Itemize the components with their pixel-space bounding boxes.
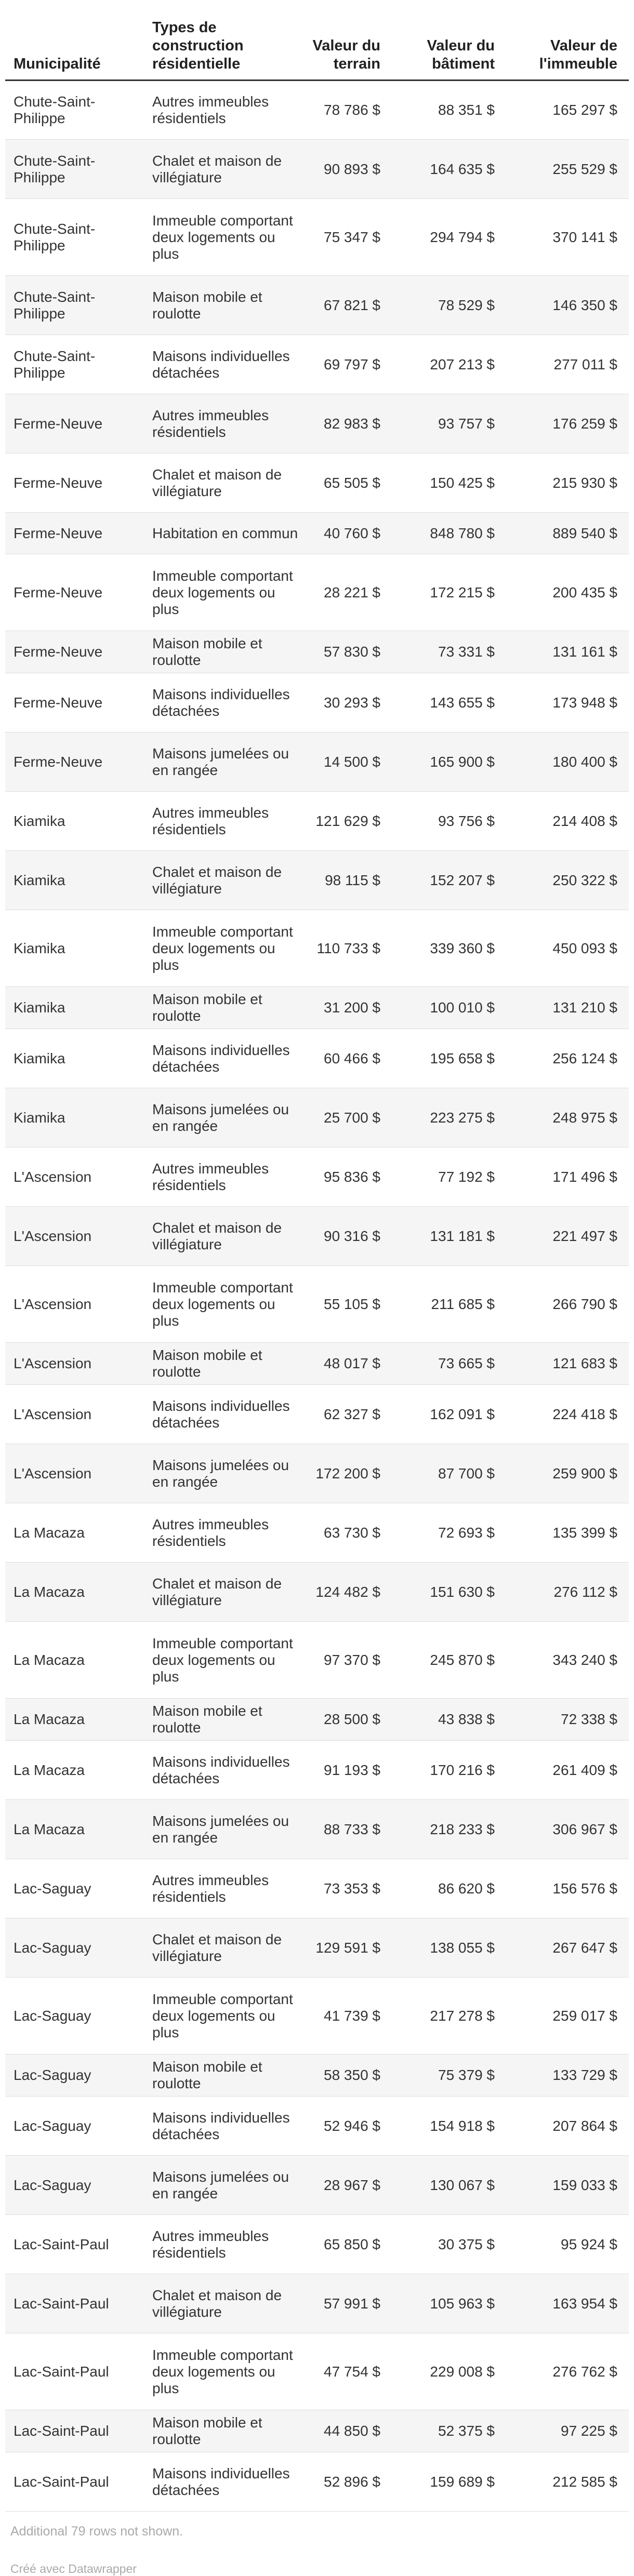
header-municipalite[interactable]: Municipalité — [5, 0, 148, 81]
cell-type-construction: Chalet et maison de villégiature — [148, 1207, 307, 1266]
cell-valeur-immeuble: 180 400 $ — [499, 732, 629, 792]
cell-valeur-batiment: 150 425 $ — [385, 453, 499, 513]
cell-type-construction: Maisons jumelées ou en rangée — [148, 2156, 307, 2215]
table-row — [5, 335, 629, 394]
cell-valeur-batiment: 172 215 $ — [385, 554, 499, 631]
cell-valeur-batiment: 73 331 $ — [385, 631, 499, 673]
cell-type-construction: Immeuble comportant deux logements ou plus — [148, 1978, 307, 2054]
cell-municipalite: L'Ascension — [5, 1207, 148, 1266]
cell-valeur-terrain: 88 733 $ — [307, 1800, 385, 1859]
table-row — [5, 2410, 629, 2452]
cell-valeur-immeuble: 224 418 $ — [499, 1385, 629, 1444]
table-row — [5, 276, 629, 335]
cell-valeur-terrain: 28 221 $ — [307, 554, 385, 631]
cell-type-construction: Immeuble comportant deux logements ou plus — [148, 1622, 307, 1699]
cell-municipalite: L'Ascension — [5, 1385, 148, 1444]
cell-type-construction: Maison mobile et roulotte — [148, 987, 307, 1029]
cell-valeur-immeuble: 133 729 $ — [499, 2054, 629, 2097]
cell-municipalite: Ferme-Neuve — [5, 394, 148, 453]
table-row — [5, 2054, 629, 2097]
cell-valeur-immeuble: 370 141 $ — [499, 199, 629, 276]
cell-valeur-terrain: 57 830 $ — [307, 631, 385, 673]
cell-valeur-batiment: 105 963 $ — [385, 2274, 499, 2333]
cell-municipalite: Lac-Saguay — [5, 2054, 148, 2097]
cell-municipalite: Ferme-Neuve — [5, 554, 148, 631]
cell-valeur-batiment: 207 213 $ — [385, 335, 499, 394]
cell-valeur-terrain: 62 327 $ — [307, 1385, 385, 1444]
table-row — [5, 1503, 629, 1563]
cell-valeur-batiment: 130 067 $ — [385, 2156, 499, 2215]
cell-valeur-terrain: 98 115 $ — [307, 851, 385, 910]
table-row — [5, 1859, 629, 1918]
cell-valeur-batiment: 170 216 $ — [385, 1741, 499, 1800]
cell-valeur-immeuble: 159 033 $ — [499, 2156, 629, 2215]
cell-valeur-batiment: 152 207 $ — [385, 851, 499, 910]
cell-valeur-immeuble: 165 297 $ — [499, 81, 629, 140]
cell-valeur-batiment: 229 008 $ — [385, 2333, 499, 2410]
cell-valeur-terrain: 52 946 $ — [307, 2097, 385, 2156]
cell-type-construction: Habitation en commun — [148, 513, 307, 554]
cell-valeur-immeuble: 131 210 $ — [499, 987, 629, 1029]
cell-municipalite: Chute-Saint-Philippe — [5, 140, 148, 199]
cell-valeur-immeuble: 212 585 $ — [499, 2452, 629, 2512]
cell-valeur-immeuble: 256 124 $ — [499, 1029, 629, 1088]
cell-type-construction: Maisons individuelles détachées — [148, 1385, 307, 1444]
table-row — [5, 1978, 629, 2054]
cell-valeur-terrain: 48 017 $ — [307, 1343, 385, 1385]
cell-valeur-batiment: 93 756 $ — [385, 792, 499, 851]
cell-valeur-batiment: 87 700 $ — [385, 1444, 499, 1503]
cell-valeur-terrain: 110 733 $ — [307, 910, 385, 987]
cell-valeur-immeuble: 97 225 $ — [499, 2410, 629, 2452]
cell-valeur-batiment: 223 275 $ — [385, 1088, 499, 1147]
cell-valeur-terrain: 90 316 $ — [307, 1207, 385, 1266]
cell-valeur-batiment: 195 658 $ — [385, 1029, 499, 1088]
datawrapper-credit[interactable]: Créé avec Datawrapper — [10, 2562, 137, 2575]
cell-valeur-immeuble: 343 240 $ — [499, 1622, 629, 1699]
rows-not-shown-note: Additional 79 rows not shown. — [10, 2524, 183, 2539]
cell-valeur-terrain: 121 629 $ — [307, 792, 385, 851]
table-row — [5, 1918, 629, 1978]
table-row — [5, 792, 629, 851]
cell-type-construction: Maison mobile et roulotte — [148, 2410, 307, 2452]
cell-valeur-immeuble: 250 322 $ — [499, 851, 629, 910]
table-row — [5, 2097, 629, 2156]
cell-valeur-batiment: 218 233 $ — [385, 1800, 499, 1859]
cell-valeur-batiment: 43 838 $ — [385, 1699, 499, 1741]
cell-municipalite: Lac-Saint-Paul — [5, 2333, 148, 2410]
table-row — [5, 513, 629, 554]
cell-valeur-immeuble: 276 762 $ — [499, 2333, 629, 2410]
cell-valeur-terrain: 25 700 $ — [307, 1088, 385, 1147]
cell-valeur-terrain: 129 591 $ — [307, 1918, 385, 1978]
cell-valeur-terrain: 82 983 $ — [307, 394, 385, 453]
table-row — [5, 2333, 629, 2410]
cell-valeur-immeuble: 173 948 $ — [499, 673, 629, 732]
cell-valeur-batiment: 93 757 $ — [385, 394, 499, 453]
cell-type-construction: Autres immeubles résidentiels — [148, 792, 307, 851]
cell-municipalite: L'Ascension — [5, 1266, 148, 1343]
header-valeur-terrain[interactable]: Valeur du terrain — [307, 0, 385, 81]
table-row — [5, 1029, 629, 1088]
cell-valeur-terrain: 28 500 $ — [307, 1699, 385, 1741]
cell-valeur-terrain: 30 293 $ — [307, 673, 385, 732]
header-type-construction[interactable]: Types de construction résidentielle — [148, 0, 307, 81]
cell-valeur-immeuble: 276 112 $ — [499, 1563, 629, 1622]
cell-valeur-batiment: 245 870 $ — [385, 1622, 499, 1699]
cell-valeur-batiment: 154 918 $ — [385, 2097, 499, 2156]
cell-municipalite: Lac-Saguay — [5, 2156, 148, 2215]
cell-municipalite: Chute-Saint-Philippe — [5, 276, 148, 335]
cell-valeur-immeuble: 267 647 $ — [499, 1918, 629, 1978]
cell-type-construction: Autres immeubles résidentiels — [148, 2215, 307, 2274]
table-row — [5, 673, 629, 732]
cell-valeur-batiment: 165 900 $ — [385, 732, 499, 792]
cell-type-construction: Maisons individuelles détachées — [148, 335, 307, 394]
cell-valeur-immeuble: 95 924 $ — [499, 2215, 629, 2274]
table-row — [5, 81, 629, 140]
cell-type-construction: Maisons individuelles détachées — [148, 1029, 307, 1088]
cell-type-construction: Maison mobile et roulotte — [148, 1343, 307, 1385]
cell-municipalite: Lac-Saguay — [5, 1978, 148, 2054]
cell-valeur-terrain: 124 482 $ — [307, 1563, 385, 1622]
table-row — [5, 2215, 629, 2274]
cell-valeur-batiment: 131 181 $ — [385, 1207, 499, 1266]
cell-municipalite: La Macaza — [5, 1699, 148, 1741]
table-row — [5, 1699, 629, 1741]
cell-type-construction: Immeuble comportant deux logements ou plus — [148, 910, 307, 987]
cell-type-construction: Immeuble comportant deux logements ou plus — [148, 554, 307, 631]
header-valeur-immeuble[interactable]: Valeur de l'immeuble — [499, 0, 629, 81]
cell-valeur-immeuble: 171 496 $ — [499, 1147, 629, 1207]
table-row — [5, 199, 629, 276]
table-row — [5, 394, 629, 453]
cell-valeur-batiment: 78 529 $ — [385, 276, 499, 335]
table-row — [5, 1385, 629, 1444]
cell-valeur-terrain: 40 760 $ — [307, 513, 385, 554]
cell-valeur-immeuble: 255 529 $ — [499, 140, 629, 199]
table-row — [5, 1266, 629, 1343]
cell-valeur-immeuble: 121 683 $ — [499, 1343, 629, 1385]
cell-valeur-terrain: 65 505 $ — [307, 453, 385, 513]
cell-valeur-immeuble: 207 864 $ — [499, 2097, 629, 2156]
table-row — [5, 1147, 629, 1207]
table-row — [5, 1207, 629, 1266]
table-row — [5, 1088, 629, 1147]
cell-type-construction: Maisons individuelles détachées — [148, 1741, 307, 1800]
cell-municipalite: La Macaza — [5, 1563, 148, 1622]
cell-valeur-batiment: 86 620 $ — [385, 1859, 499, 1918]
cell-municipalite: Lac-Saint-Paul — [5, 2452, 148, 2512]
table-row — [5, 1622, 629, 1699]
cell-valeur-batiment: 143 655 $ — [385, 673, 499, 732]
cell-valeur-terrain: 97 370 $ — [307, 1622, 385, 1699]
cell-type-construction: Autres immeubles résidentiels — [148, 1859, 307, 1918]
cell-valeur-batiment: 30 375 $ — [385, 2215, 499, 2274]
cell-type-construction: Maisons individuelles détachées — [148, 673, 307, 732]
cell-type-construction: Immeuble comportant deux logements ou plus — [148, 1266, 307, 1343]
cell-type-construction: Maison mobile et roulotte — [148, 2054, 307, 2097]
cell-valeur-batiment: 848 780 $ — [385, 513, 499, 554]
cell-valeur-terrain: 14 500 $ — [307, 732, 385, 792]
cell-municipalite: La Macaza — [5, 1622, 148, 1699]
cell-municipalite: Kiamika — [5, 1088, 148, 1147]
cell-valeur-batiment: 162 091 $ — [385, 1385, 499, 1444]
cell-municipalite: Ferme-Neuve — [5, 732, 148, 792]
cell-valeur-immeuble: 156 576 $ — [499, 1859, 629, 1918]
cell-valeur-terrain: 47 754 $ — [307, 2333, 385, 2410]
cell-municipalite: Chute-Saint-Philippe — [5, 199, 148, 276]
cell-municipalite: Ferme-Neuve — [5, 453, 148, 513]
cell-valeur-immeuble: 889 540 $ — [499, 513, 629, 554]
table-row — [5, 554, 629, 631]
cell-valeur-immeuble: 248 975 $ — [499, 1088, 629, 1147]
cell-valeur-terrain: 28 967 $ — [307, 2156, 385, 2215]
cell-municipalite: Kiamika — [5, 1029, 148, 1088]
cell-valeur-immeuble: 450 093 $ — [499, 910, 629, 987]
table-row — [5, 1343, 629, 1385]
cell-valeur-batiment: 100 010 $ — [385, 987, 499, 1029]
table-row — [5, 732, 629, 792]
cell-valeur-batiment: 72 693 $ — [385, 1503, 499, 1563]
cell-valeur-terrain: 73 353 $ — [307, 1859, 385, 1918]
cell-valeur-batiment: 88 351 $ — [385, 81, 499, 140]
cell-valeur-batiment: 52 375 $ — [385, 2410, 499, 2452]
cell-valeur-terrain: 60 466 $ — [307, 1029, 385, 1088]
cell-type-construction: Maison mobile et roulotte — [148, 1699, 307, 1741]
cell-valeur-terrain: 55 105 $ — [307, 1266, 385, 1343]
cell-municipalite: Kiamika — [5, 910, 148, 987]
cell-type-construction: Maisons individuelles détachées — [148, 2452, 307, 2512]
table-row — [5, 1563, 629, 1622]
cell-valeur-terrain: 63 730 $ — [307, 1503, 385, 1563]
table-row — [5, 453, 629, 513]
cell-type-construction: Maisons jumelées ou en rangée — [148, 1444, 307, 1503]
cell-valeur-immeuble: 135 399 $ — [499, 1503, 629, 1563]
cell-municipalite: Lac-Saint-Paul — [5, 2410, 148, 2452]
cell-type-construction: Immeuble comportant deux logements ou plus — [148, 2333, 307, 2410]
cell-valeur-immeuble: 266 790 $ — [499, 1266, 629, 1343]
table-row — [5, 851, 629, 910]
cell-valeur-terrain: 78 786 $ — [307, 81, 385, 140]
table-header — [5, 0, 629, 81]
cell-valeur-terrain: 41 739 $ — [307, 1978, 385, 2054]
cell-valeur-batiment: 294 794 $ — [385, 199, 499, 276]
table-row — [5, 1800, 629, 1859]
cell-type-construction: Maisons jumelées ou en rangée — [148, 732, 307, 792]
cell-valeur-immeuble: 259 900 $ — [499, 1444, 629, 1503]
cell-municipalite: Kiamika — [5, 792, 148, 851]
cell-valeur-terrain: 75 347 $ — [307, 199, 385, 276]
cell-type-construction: Chalet et maison de villégiature — [148, 1563, 307, 1622]
cell-type-construction: Autres immeubles résidentiels — [148, 1503, 307, 1563]
cell-type-construction: Chalet et maison de villégiature — [148, 140, 307, 199]
cell-valeur-immeuble: 306 967 $ — [499, 1800, 629, 1859]
cell-valeur-immeuble: 261 409 $ — [499, 1741, 629, 1800]
cell-municipalite: La Macaza — [5, 1503, 148, 1563]
cell-municipalite: L'Ascension — [5, 1343, 148, 1385]
cell-type-construction: Immeuble comportant deux logements ou plus — [148, 199, 307, 276]
cell-type-construction: Autres immeubles résidentiels — [148, 81, 307, 140]
data-table — [5, 0, 629, 2512]
header-valeur-batiment[interactable]: Valeur du bâtiment — [385, 0, 499, 81]
cell-municipalite: Ferme-Neuve — [5, 513, 148, 554]
cell-municipalite: Lac-Saguay — [5, 2097, 148, 2156]
cell-valeur-terrain: 52 896 $ — [307, 2452, 385, 2512]
table-row — [5, 1444, 629, 1503]
cell-valeur-terrain: 44 850 $ — [307, 2410, 385, 2452]
cell-municipalite: Ferme-Neuve — [5, 673, 148, 732]
cell-valeur-immeuble: 72 338 $ — [499, 1699, 629, 1741]
cell-valeur-terrain: 58 350 $ — [307, 2054, 385, 2097]
cell-municipalite: La Macaza — [5, 1800, 148, 1859]
cell-valeur-batiment: 151 630 $ — [385, 1563, 499, 1622]
cell-type-construction: Maisons individuelles détachées — [148, 2097, 307, 2156]
cell-municipalite: Kiamika — [5, 987, 148, 1029]
cell-valeur-terrain: 91 193 $ — [307, 1741, 385, 1800]
cell-valeur-immeuble: 131 161 $ — [499, 631, 629, 673]
table-row — [5, 910, 629, 987]
table-row — [5, 2274, 629, 2333]
cell-valeur-terrain: 67 821 $ — [307, 276, 385, 335]
table-row — [5, 2156, 629, 2215]
cell-type-construction: Maison mobile et roulotte — [148, 276, 307, 335]
cell-valeur-terrain: 95 836 $ — [307, 1147, 385, 1207]
cell-valeur-immeuble: 146 350 $ — [499, 276, 629, 335]
cell-municipalite: Lac-Saguay — [5, 1859, 148, 1918]
cell-valeur-immeuble: 176 259 $ — [499, 394, 629, 453]
cell-valeur-immeuble: 215 930 $ — [499, 453, 629, 513]
cell-type-construction: Autres immeubles résidentiels — [148, 394, 307, 453]
cell-valeur-immeuble: 277 011 $ — [499, 335, 629, 394]
cell-valeur-immeuble: 163 954 $ — [499, 2274, 629, 2333]
cell-valeur-batiment: 164 635 $ — [385, 140, 499, 199]
cell-valeur-batiment: 211 685 $ — [385, 1266, 499, 1343]
cell-type-construction: Chalet et maison de villégiature — [148, 453, 307, 513]
cell-valeur-batiment: 217 278 $ — [385, 1978, 499, 2054]
cell-valeur-terrain: 69 797 $ — [307, 335, 385, 394]
cell-valeur-terrain: 65 850 $ — [307, 2215, 385, 2274]
cell-valeur-immeuble: 259 017 $ — [499, 1978, 629, 2054]
cell-municipalite: Ferme-Neuve — [5, 631, 148, 673]
cell-valeur-batiment: 159 689 $ — [385, 2452, 499, 2512]
cell-valeur-immeuble: 200 435 $ — [499, 554, 629, 631]
cell-valeur-batiment: 339 360 $ — [385, 910, 499, 987]
header-row — [5, 0, 629, 81]
table-row — [5, 2452, 629, 2512]
cell-municipalite: Lac-Saint-Paul — [5, 2215, 148, 2274]
cell-municipalite: Chute-Saint-Philippe — [5, 335, 148, 394]
cell-valeur-batiment: 77 192 $ — [385, 1147, 499, 1207]
cell-type-construction: Chalet et maison de villégiature — [148, 1918, 307, 1978]
cell-municipalite: L'Ascension — [5, 1147, 148, 1207]
cell-type-construction: Maisons jumelées ou en rangée — [148, 1088, 307, 1147]
table-row — [5, 140, 629, 199]
cell-municipalite: Kiamika — [5, 851, 148, 910]
cell-municipalite: L'Ascension — [5, 1444, 148, 1503]
table-body — [5, 81, 629, 2512]
cell-valeur-immeuble: 221 497 $ — [499, 1207, 629, 1266]
cell-municipalite: Lac-Saguay — [5, 1918, 148, 1978]
cell-valeur-batiment: 138 055 $ — [385, 1918, 499, 1978]
cell-type-construction: Chalet et maison de villégiature — [148, 2274, 307, 2333]
cell-municipalite: La Macaza — [5, 1741, 148, 1800]
cell-type-construction: Autres immeubles résidentiels — [148, 1147, 307, 1207]
cell-valeur-terrain: 90 893 $ — [307, 140, 385, 199]
table-row — [5, 631, 629, 673]
cell-municipalite: Chute-Saint-Philippe — [5, 81, 148, 140]
table-row — [5, 987, 629, 1029]
cell-valeur-immeuble: 214 408 $ — [499, 792, 629, 851]
cell-type-construction: Maisons jumelées ou en rangée — [148, 1800, 307, 1859]
cell-valeur-terrain: 31 200 $ — [307, 987, 385, 1029]
cell-type-construction: Maison mobile et roulotte — [148, 631, 307, 673]
cell-type-construction: Chalet et maison de villégiature — [148, 851, 307, 910]
cell-valeur-batiment: 75 379 $ — [385, 2054, 499, 2097]
cell-valeur-batiment: 73 665 $ — [385, 1343, 499, 1385]
cell-valeur-terrain: 172 200 $ — [307, 1444, 385, 1503]
table-row — [5, 1741, 629, 1800]
cell-municipalite: Lac-Saint-Paul — [5, 2274, 148, 2333]
cell-valeur-terrain: 57 991 $ — [307, 2274, 385, 2333]
